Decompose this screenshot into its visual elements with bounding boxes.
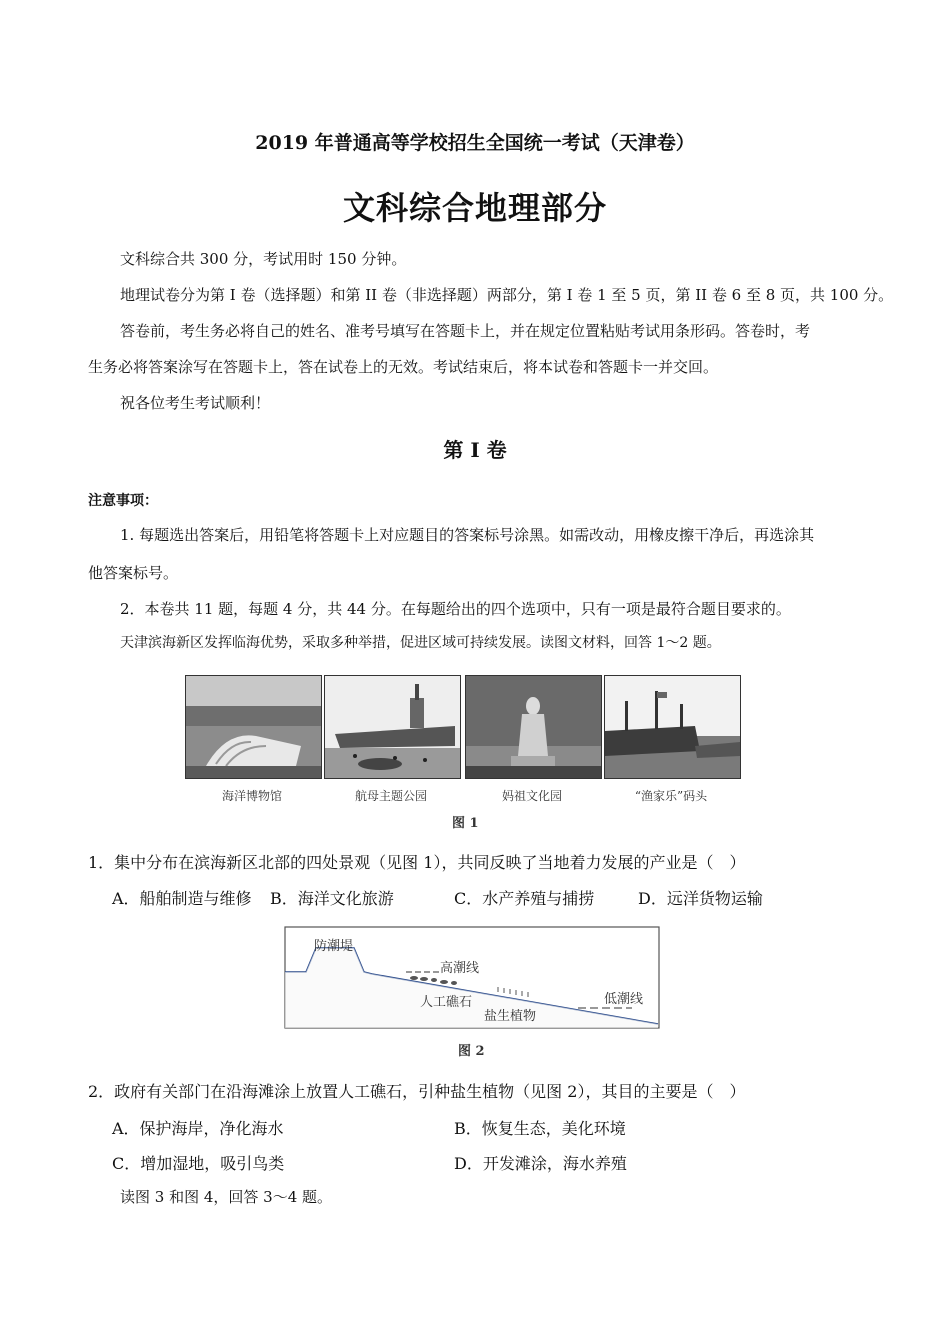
figure2-label: 图 2 [458, 1044, 485, 1059]
photo-fishing-wharf [604, 675, 741, 779]
intro-line-1: 文科综合共 300 分，考试用时 150 分钟。 [120, 250, 407, 268]
q1-option-c[interactable]: C．水产养殖与捕捞 [454, 889, 595, 908]
q2-option-a[interactable]: A．保护海岸，净化海水 [112, 1119, 284, 1138]
photo-carrier-park [324, 675, 461, 779]
q1-option-d[interactable]: D．远洋货物运输 [638, 889, 763, 908]
label-low-tide: 低潮线 [604, 992, 644, 1007]
q2-option-c[interactable]: C．增加湿地，吸引鸟类 [112, 1154, 285, 1173]
q2-stem: 2．政府有关部门在沿海滩涂上放置人工礁石，引种盐生植物（见图 2），其目的主要是（ ） [88, 1082, 746, 1101]
label-artificial-reef: 人工礁石 [420, 995, 473, 1010]
notice-item-1-cont: 他答案标号。 [88, 564, 179, 582]
caption-ocean-museum: 海洋博物馆 [221, 789, 282, 803]
caption-mazu-park: 妈祖文化园 [501, 789, 562, 803]
intro-line-4: 生务必将答案涂写在答题卡上，答在试卷上的无效。考试结束后，将本试卷和答题卡一并交回。 [88, 358, 719, 376]
q1-option-b[interactable]: B．海洋文化旅游 [270, 889, 394, 908]
label-halophytes: 盐生植物 [484, 1009, 537, 1024]
material-intro: 天津滨海新区发挥临海优势，采取多种举措，促进区域可持续发展。读图文材料，回答 1～2 题。 [120, 635, 721, 651]
q1-option-a[interactable]: A．船舶制造与维修 [112, 889, 252, 908]
photo-ocean-museum [185, 675, 322, 779]
label-high-tide: 高潮线 [440, 961, 480, 976]
exam-title: 2019 年普通高等学校招生全国统一考试（天津卷） [255, 132, 695, 154]
caption-fishing-wharf: “渔家乐”码头 [634, 789, 708, 803]
photo-mazu-park [465, 675, 602, 779]
q2-option-b[interactable]: B．恢复生态，美化环境 [454, 1119, 626, 1138]
intro-line-5: 祝各位考生考试顺利！ [120, 394, 271, 412]
section-title: 第 I 卷 [443, 438, 507, 462]
figure1-label: 图 1 [452, 816, 479, 831]
notice-item-1: 1. 每题选出答案后，用铅笔将答题卡上对应题目的答案标号涂黑。如需改动，用橡皮擦干净后，再选涂其 [120, 526, 815, 544]
notice-heading: 注意事项： [88, 493, 158, 509]
notice-item-2: 2．本卷共 11 题，每题 4 分，共 44 分。在每题给出的四个选项中，只有一项是最符合题目要求的。 [120, 600, 791, 618]
exam-subtitle: 文科综合地理部分 [342, 189, 607, 227]
q1-stem: 1．集中分布在滨海新区北部的四处景观（见图 1），共同反映了当地着力发展的产业是（ ） [88, 853, 746, 872]
intro-line-3: 答卷前，考生务必将自己的姓名、准考号填写在答题卡上，并在规定位置粘贴考试用条形码。答卷时，考 [120, 322, 811, 340]
caption-carrier-park: 航母主题公园 [354, 789, 427, 803]
next-question-prompt: 读图 3 和图 4，回答 3～4 题。 [120, 1188, 333, 1206]
q2-option-d[interactable]: D．开发滩涂，海水养殖 [454, 1154, 627, 1173]
label-dike: 防潮堤 [314, 939, 354, 954]
intro-line-2: 地理试卷分为第 I 卷（选择题）和第 II 卷（非选择题）两部分，第 I 卷 1 至 5 页，第 II 卷 6 至 8 页，共 100 分。 [120, 286, 894, 304]
